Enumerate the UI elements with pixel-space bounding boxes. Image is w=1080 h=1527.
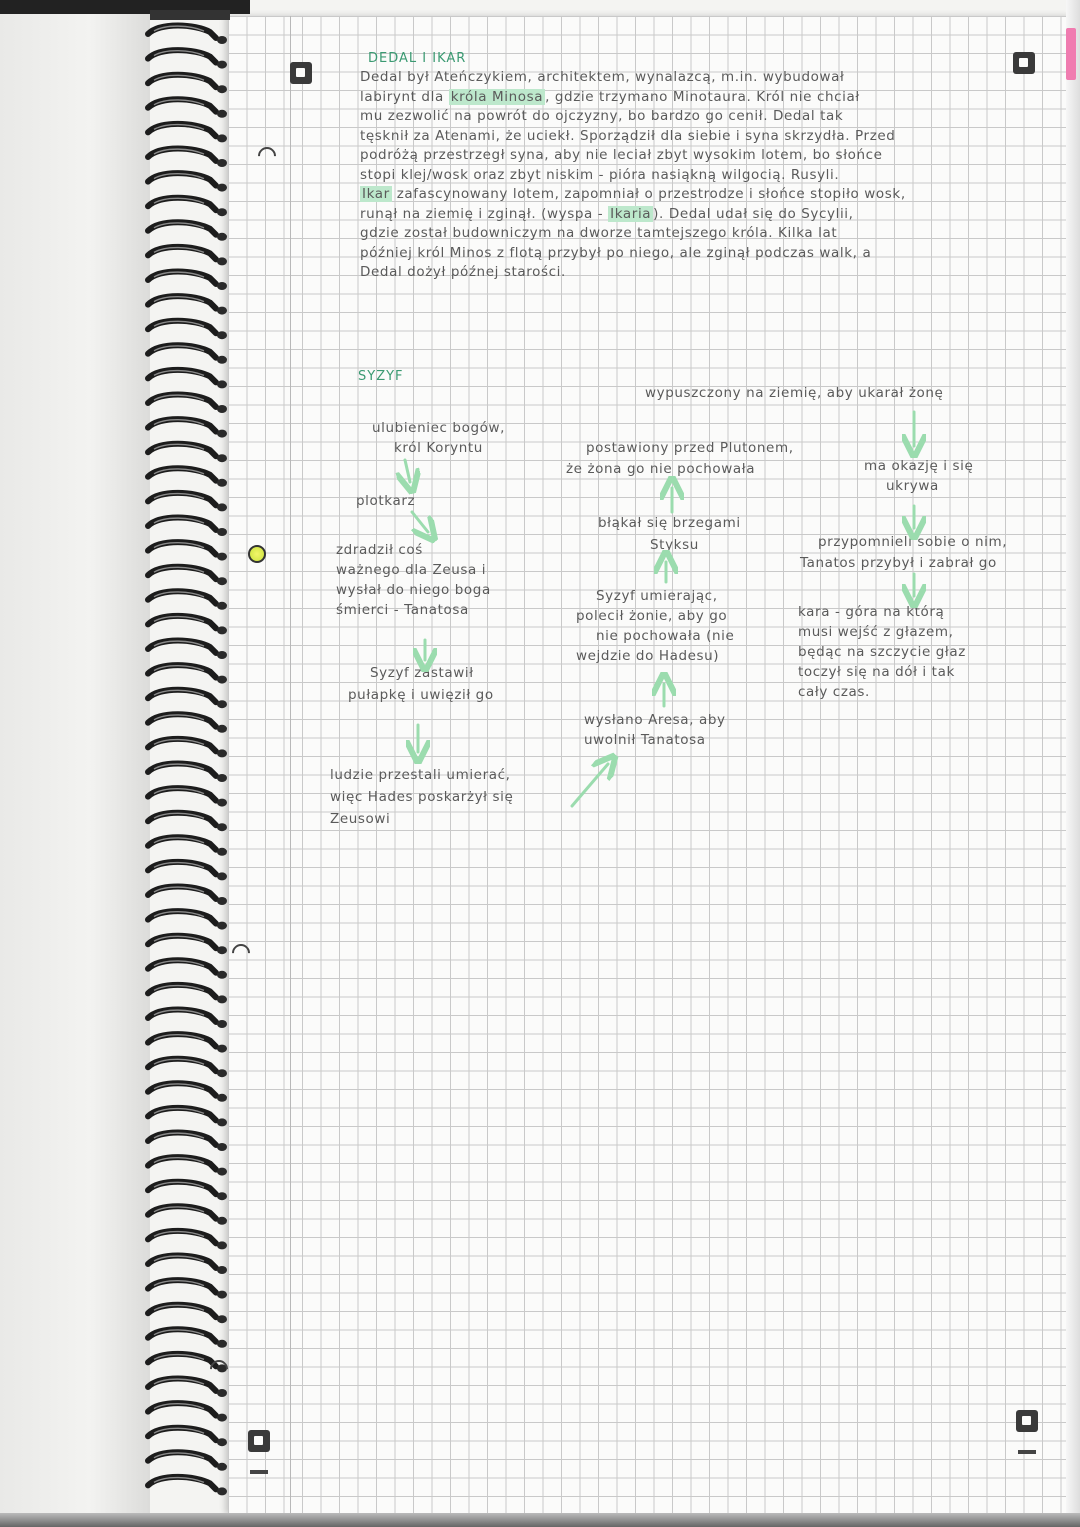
note-line: cały czas. [798, 684, 870, 700]
syzyf-fact-ares [584, 710, 726, 750]
paragraph-line [360, 185, 906, 205]
spiral-ring [148, 1256, 227, 1275]
paragraph-line: podróżą przestrzegł syna, aby nie leciał zbyt wysokim lotem, bo słońce [360, 147, 883, 163]
note-line: przypomnieli sobie o nim, [818, 534, 1008, 550]
note-line: Syzyf umierając, [596, 588, 718, 604]
spiral-binding [140, 20, 240, 1510]
spiral-ring [148, 75, 227, 94]
yellow-dot [248, 545, 266, 563]
highlighted-text: króla Minosa [450, 88, 544, 105]
note-line: błąkał się brzegami [598, 515, 741, 531]
spiral-ring [148, 985, 227, 1004]
paragraph-line-part: runął na ziemię i zginął. (wyspa - [360, 205, 609, 222]
spiral-ring [148, 1133, 227, 1152]
spiral-ring [148, 1379, 227, 1398]
spiral-ring [148, 739, 227, 758]
paragraph-line: później król Minos z flotą przybył po niego, ale zginął podczas walk, a [360, 244, 872, 261]
spiral-ring [148, 936, 227, 955]
released-note: wypuszczony na ziemię, aby ukarał żonę [645, 385, 944, 401]
scan-top-edge-shadow [150, 10, 230, 20]
note-line: ulubieniec bogów, [372, 420, 506, 436]
note-line: wysłano Aresa, aby [584, 712, 726, 728]
note-line: wysłał do niego boga [336, 582, 491, 598]
spiral-ring [148, 1010, 227, 1029]
corner-marker-bottom-left [248, 1430, 270, 1452]
spiral-ring [148, 26, 227, 45]
note-line: polecił żonie, aby go [576, 608, 728, 624]
spiral-ring [148, 198, 227, 217]
syzyf-fact-hades [330, 764, 513, 830]
note-line: toczył się na dół i tak [798, 664, 955, 680]
scan-right-edge [1066, 0, 1080, 1527]
note-line: Zeusowi [330, 811, 391, 827]
spiral-ring [148, 1206, 227, 1225]
paragraph-line: tęsknił za Atenami, że uciekł. Sporządził dla siebie i syna skrzydła. Przed [360, 127, 896, 144]
spiral-ring [148, 911, 227, 930]
spiral-ring [148, 641, 227, 660]
paragraph-line: mu zezwolić na powrót do ojczyzny, bo bardzo go cenił. Dedal tak [360, 108, 844, 124]
spiral-ring [148, 1477, 227, 1496]
spiral-ring [148, 468, 227, 487]
spiral-ring [148, 1108, 227, 1127]
spiral-ring [148, 1280, 227, 1299]
syzyf-fact-pluto [566, 438, 794, 480]
spiral-ring [148, 1231, 227, 1250]
spiral-ring [148, 542, 227, 561]
spiral-ring [148, 837, 227, 856]
spiral-ring [148, 1059, 227, 1078]
spiral-ring [148, 1182, 227, 1201]
paragraph-line-part: , gdzie trzymano Minotaura. Król nie chciał [545, 88, 860, 105]
note-line: ma okazję i się [864, 458, 974, 474]
spiral-ring [148, 1157, 227, 1176]
spiral-ring [148, 444, 227, 463]
paragraph-line [360, 205, 906, 225]
scan-bottom-edge [0, 1513, 1080, 1527]
spiral-ring [148, 222, 227, 241]
paragraph-line: Dedal był Ateńczykiem, architektem, wynalazcą, m.in. wybudował [360, 69, 845, 85]
syzyf-fact-betrayal [336, 540, 491, 620]
note-line: zdradził coś [336, 542, 423, 558]
spiral-ring [148, 345, 227, 364]
spiral-ring [148, 813, 227, 832]
pink-index-tab [1066, 28, 1076, 80]
spiral-ring [148, 788, 227, 807]
syzyf-title: SYZYF [358, 369, 404, 384]
syzyf-fact-hiding [864, 456, 973, 496]
spiral-ring [148, 370, 227, 389]
spiral-ring [148, 124, 227, 142]
note-line: nie pochowała (nie [596, 628, 735, 644]
spiral-ring [148, 616, 227, 635]
spiral-ring [148, 887, 227, 906]
note-line: kara - góra na którą [798, 604, 945, 620]
syzyf-fact-favourite [372, 418, 505, 458]
note-line: plotkarz [356, 493, 416, 509]
syzyf-fact-gossip [356, 492, 415, 510]
note-line: pułapkę i uwięził go [348, 687, 494, 703]
spiral-ring [148, 419, 227, 438]
spiral-ring [148, 296, 227, 315]
spiral-ring [148, 272, 227, 291]
note-line: ukrywa [886, 478, 939, 494]
paragraph-line-part: zafascynowany lotem, zapomniał o przestrodze i słońce stopiło wosk, [391, 186, 906, 202]
spiral-ring [148, 1403, 227, 1422]
spiral-ring [148, 591, 227, 610]
note-line: więc Hades poskarżył się [330, 789, 514, 805]
paragraph-line: Dedal dożył późnej starości. [360, 264, 566, 280]
spiral-ring [148, 493, 227, 512]
syzyf-fact-punishment [798, 602, 966, 702]
spiral-ring [148, 862, 227, 881]
syzyf-fact-styx [598, 512, 741, 556]
spiral-ring [148, 1452, 227, 1471]
note-line: Tanatos przybył i zabrał go [800, 555, 997, 571]
spiral-ring [148, 247, 227, 266]
spiral-ring [148, 1034, 227, 1053]
spiral-ring [148, 764, 227, 783]
note-line: musi wejść z głazem, [798, 624, 954, 640]
paragraph-line-part: ). Dedal udał się do Sycylii, [653, 205, 854, 222]
highlighted-text: Ikar [362, 186, 390, 202]
corner-marker-top-right [1013, 52, 1035, 74]
spiral-ring [148, 149, 227, 168]
spiral-ring [148, 1428, 227, 1447]
note-line: Syzyf zastawił [370, 665, 474, 681]
paragraph-line: stopi klej/wosk oraz zbyt niskim - pióra nasiąkną wilgocią. Rusyli. [360, 166, 840, 183]
corner-marker-bottom-right-bar [1018, 1450, 1036, 1454]
note-line: że żona go nie pochowała [566, 461, 756, 477]
spiral-ring [148, 321, 227, 340]
corner-marker-bottom-left-bar [250, 1470, 268, 1474]
spiral-ring [148, 960, 227, 979]
note-line: ważnego dla Zeusa i [336, 562, 487, 578]
note-line: uwolnił Tanatosa [584, 732, 706, 748]
note-title: DEDAL I IKAR [368, 51, 467, 66]
spiral-ring [148, 1329, 227, 1348]
spiral-ring [148, 690, 227, 709]
spiral-ring [148, 567, 227, 586]
corner-marker-top-left [290, 62, 312, 84]
spiral-ring [148, 395, 227, 414]
note-line: będąc na szczycie głaz [798, 644, 966, 660]
syzyf-fact-dying [576, 586, 734, 666]
note-line: ludzie przestali umierać, [330, 767, 511, 783]
spiral-ring [148, 173, 227, 192]
corner-marker-bottom-right [1016, 1410, 1038, 1432]
dedal-ikar-paragraph [360, 68, 906, 283]
scan-left-background [0, 0, 150, 1527]
spiral-ring [148, 714, 227, 733]
spiral-ring [148, 50, 227, 69]
note-line: wejdzie do Hadesu) [576, 648, 720, 664]
note-line: postawiony przed Plutonem, [586, 440, 794, 456]
syzyf-fact-thanatos-returns [800, 532, 1007, 574]
margin-line [290, 16, 291, 1514]
paragraph-line: gdzie został budowniczym na dworze tamtejszego króla. Kilka lat [360, 225, 838, 241]
spiral-ring [148, 99, 227, 118]
paragraph-line [360, 88, 906, 108]
spiral-ring [148, 1305, 227, 1324]
spiral-ring [148, 518, 227, 537]
note-line: Styksu [650, 537, 699, 553]
note-line: śmierci - Tanatosa [336, 602, 469, 618]
highlighted-text: Ikaria [610, 205, 652, 222]
spiral-ring [148, 1083, 227, 1102]
syzyf-fact-trap [348, 662, 494, 706]
spiral-ring [148, 665, 227, 684]
note-line: król Koryntu [394, 440, 483, 456]
paragraph-line-part: labirynt dla [360, 88, 449, 105]
